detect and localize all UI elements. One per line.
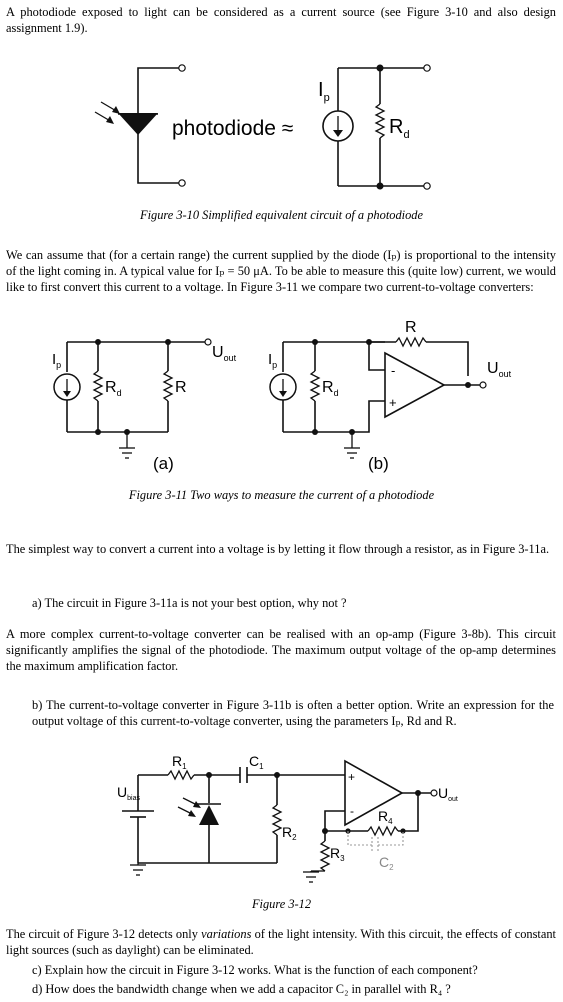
svg-text:Ip: $I_p$ [318,79,330,104]
paragraph-op-amp: A more complex current-to-voltage converter can be realised with an op-amp (Figure 3-8b). This circuit significantly amplifies the signal of the photodiode. The maximum output voltage of the op-amp determines the maximum amplification factor. [6,627,556,673]
svg-text:R4: $R_4$ [378,808,393,826]
svg-text:-: - [350,804,354,818]
svg-text:Rd: $R_d$ [389,116,410,141]
svg-text:R3: $R_3$ [330,845,345,863]
svg-text:C2: $C_2$ [379,854,394,872]
svg-text:(a): (a) [153,454,174,473]
current-source-equivalent [323,65,430,190]
figure-3-11-caption: Figure 3-11 Two ways to measure the current of a photodiode [128,488,435,502]
svg-text:R1: $R_1$ [172,753,187,771]
svg-text:Ip: $I_p$ [268,351,278,370]
svg-text:+: + [389,395,397,410]
figure-3-12-diagram [0,745,563,895]
svg-text:Rd: $R_d$ [322,379,339,398]
circuit-b [270,338,486,458]
svg-text:R2: $R_2$ [282,824,297,842]
paragraph-variations: The circuit of Figure 3-12 detects only variations of the light intensity. With this circuit, the effects of constant light sources (such as daylight) can be eliminated. [6,927,556,957]
svg-text:Ip: $I_p$ [52,351,62,370]
circuit-a [54,339,211,458]
question-b: b) The current-to-voltage converter in Figure 3-11b is often a better option. Write an expression for the output voltage of this current-to-voltage converter, using the parameters Iₚ, Rd and R. [32,698,554,728]
figure-3-10-diagram [0,0,563,200]
question-a: a) The circuit in Figure 3-11a is not your best option, why not ? [32,596,347,610]
svg-text:C1: $C_1$ [249,753,264,771]
svg-text:Uout: $U_{out}$ [438,785,458,803]
paragraph-current-source: We can assume that (for a certain range) the current supplied by the diode (Iₚ) is proportional to the intensity of the light coming in. A typical value for Iₚ = 50 μA. To be able to measure this (quite low) current, we would like to first convert this current to a voltage. In Figure 3-11 we compare two current-to-voltage converters: [6,248,556,294]
photodiode-label: photodiode ≈ [172,117,294,140]
figure-3-10-caption: Figure 3-10 Simplified equivalent circuit of a photodiode [140,208,423,222]
question-d: d) How does the bandwidth change when we add a capacitor C₂ in parallel with R₄ ? [32,982,451,996]
svg-text:R: R [175,379,187,396]
intro-paragraph: A photodiode exposed to light can be considered as a current source (see Figure 3-10 and also design assignment 1.9). [6,5,556,35]
svg-text:Rd: $R_d$ [105,379,122,398]
svg-text:Ubias: $U_{bias}$ [117,784,140,802]
svg-text:R: R [405,319,417,336]
svg-text:Uout: $U_{out}$ [212,344,237,363]
figure-3-12-caption: Figure 3-12 [251,897,312,911]
svg-text:+: + [348,770,356,784]
question-c: c) Explain how the circuit in Figure 3-12 works. What is the function of each component? [32,963,478,977]
svg-text:-: - [391,363,396,378]
figure-3-11-diagram [0,315,563,490]
svg-text:(b): (b) [368,454,389,473]
paragraph-resistor: The simplest way to convert a current into a voltage is by letting it flow through a resistor, as in Figure 3-11a. [6,542,550,556]
svg-text:Uout: $U_{out}$ [487,360,512,379]
